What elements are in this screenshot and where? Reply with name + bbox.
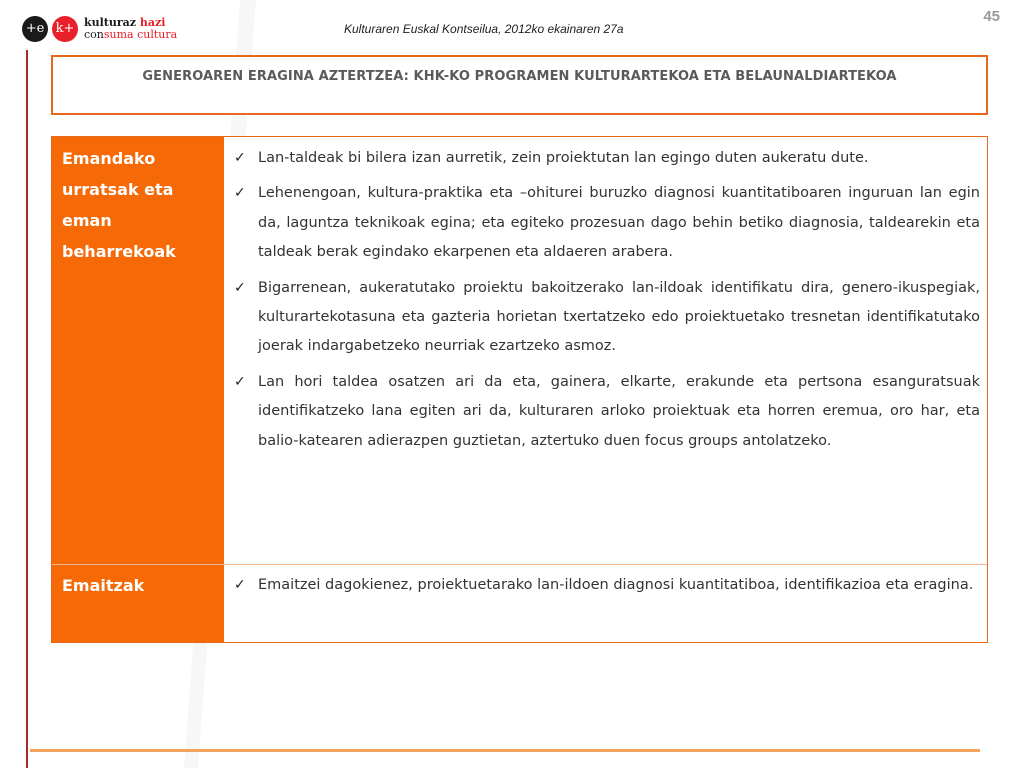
bullet-list-steps: [234, 144, 980, 462]
checkmark-icon: ✓: [234, 577, 246, 593]
checkmark-icon: ✓: [234, 185, 246, 202]
page-title: GENEROAREN ERAGINA AZTERTZEA: KHK-KO PROGRAMEN KULTURARTEKOA ETA BELAUNALDIARTEKOA: [142, 69, 897, 84]
bullet-text: Bigarrenean, aukeratutako proiektu bakoitzerako lan-ildoak identifikatu dira, genero-ikuspegiak, kulturartekotasuna eta gazteria horietan txertatzeko edo proiektuetako tresnetan identifikatutako joerak indargabetzeko neurriak ezartzeko asmoz.: [258, 279, 980, 355]
logo-line1-a: kulturaz: [84, 16, 140, 29]
logo-badge-left: +e: [22, 16, 48, 42]
bullet-list-results: [234, 571, 980, 606]
logo-line2-a: con: [84, 28, 104, 41]
row-label-steps: Emandako urratsak eta eman beharrekoak: [62, 149, 176, 261]
list-item: [234, 368, 980, 456]
checkmark-icon: ✓: [234, 150, 246, 166]
list-item: [234, 144, 980, 173]
list-item: [234, 571, 980, 600]
row-divider: [52, 564, 987, 565]
checkmark-icon: ✓: [234, 373, 246, 390]
bottom-rule: [30, 749, 980, 752]
bullet-text: Lan hori taldea osatzen ari da eta, gainera, elkarte, erakunde eta pertsona esanguratsuak identifikatzeko lana egiten ari da, kulturaren arloko proiektuak eta horren eremua, oro har, eta balio-katearen adierazpen guztietan, aztertuko duen focus groups antolatzeko.: [258, 373, 980, 449]
logo-badge-right: k+: [52, 16, 78, 42]
bullet-text: Lan-taldeak bi bilera izan aurretik, zein proiektutan lan egingo duten aukeratu dute.: [258, 150, 869, 166]
logo-wordmark: [84, 17, 177, 41]
header-note: Kulturaren Euskal Kontseilua, 2012ko ekainaren 27a: [344, 22, 624, 36]
content-table: [51, 136, 988, 643]
page-number: 45: [983, 8, 1000, 25]
left-rule: [26, 50, 28, 768]
logo-line2-b: suma cultura: [103, 28, 178, 41]
title-box: [51, 55, 988, 115]
checkmark-icon: ✓: [234, 279, 246, 296]
logo-line1-b: hazi: [139, 16, 166, 29]
logo: [22, 16, 182, 46]
list-item: [234, 274, 980, 362]
row-label-results: Emaitzak: [62, 576, 145, 595]
bullet-text: Lehenengoan, kultura-praktika eta –ohiturei buruzko diagnosi kuantitatiboaren inguruan lan egin da, laguntza teknikoak egina; eta egiteko prozesuan dago behin betiko diagnosia, taldearekin eta taldeak berak egindako ekarpenen eta aldaeren arabera.: [258, 185, 980, 261]
list-item: [234, 179, 980, 267]
bullet-text: Emaitzei dagokienez, proiektuetarako lan-ildoen diagnosi kuantitatiboa, identifikazioa eta eragina.: [258, 577, 974, 593]
